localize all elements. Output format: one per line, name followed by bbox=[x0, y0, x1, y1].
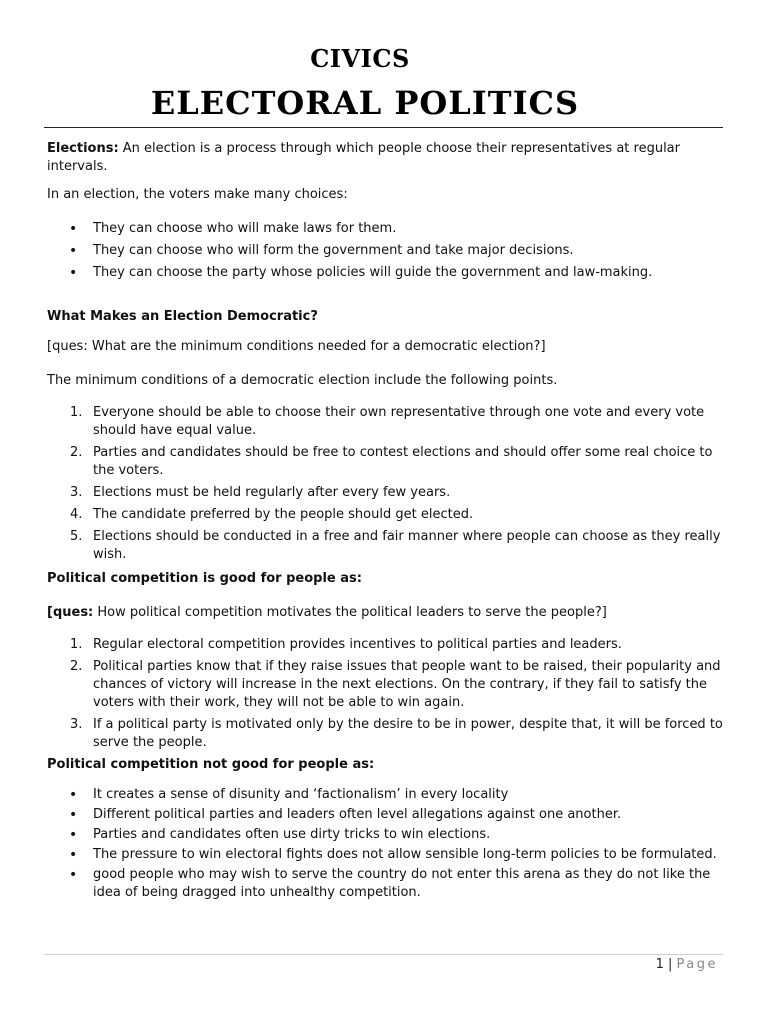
list-item bbox=[47, 658, 727, 712]
footer-divider bbox=[44, 954, 723, 955]
item-number: 1. bbox=[70, 405, 83, 420]
page-footer bbox=[656, 957, 718, 972]
list-item bbox=[47, 404, 727, 440]
choices-list bbox=[47, 220, 727, 282]
item-text: Regular electoral competition provides incentives to political parties and leaders. bbox=[93, 637, 622, 652]
list-item: • The pressure to win electoral fights does not allow sensible long-term policies to be formulated. bbox=[47, 846, 727, 864]
page-number: 1 bbox=[655, 957, 664, 972]
good-reasons-list bbox=[47, 636, 727, 752]
question-label: [ques: bbox=[47, 605, 94, 620]
list-item bbox=[47, 506, 727, 524]
list-item bbox=[47, 484, 727, 502]
bad-heading: Political competition not good for people as: bbox=[47, 757, 375, 772]
elections-text: An election is a process through which people choose their representatives at regular intervals. bbox=[47, 141, 680, 174]
list-item bbox=[47, 636, 727, 654]
item-text: If a political party is motivated only by the desire to be in power, despite that, it will be forced to serve the people. bbox=[93, 717, 723, 750]
elections-definition bbox=[47, 140, 727, 176]
democratic-question: [ques: What are the minimum conditions needed for a democratic election?] bbox=[47, 339, 546, 354]
list-item bbox=[47, 528, 727, 564]
item-number: 2. bbox=[70, 659, 83, 674]
item-number: 5. bbox=[70, 529, 83, 544]
item-text: Everyone should be able to choose their own representative through one vote and every vote should have equal value. bbox=[93, 405, 705, 438]
item-number: 3. bbox=[70, 717, 83, 732]
list-item: • They can choose who will form the government and take major decisions. bbox=[47, 242, 727, 260]
item-number: 3. bbox=[70, 485, 83, 500]
page-label: Page bbox=[676, 957, 718, 972]
democratic-heading: What Makes an Election Democratic? bbox=[47, 309, 318, 324]
democratic-lead: The minimum conditions of a democratic election include the following points. bbox=[47, 373, 558, 388]
elections-label: Elections: bbox=[47, 141, 119, 156]
page-content bbox=[47, 140, 727, 902]
item-text: The candidate preferred by the people should get elected. bbox=[93, 507, 474, 522]
item-number: 2. bbox=[70, 445, 83, 460]
header-divider bbox=[44, 127, 723, 128]
list-item: • good people who may wish to serve the country do not enter this arena as they do not like the idea of being dragged into unhealthy competition. bbox=[47, 866, 727, 902]
item-text: Elections should be conducted in a free and fair manner where people can choose as they really wish. bbox=[93, 529, 721, 562]
bad-reasons-list bbox=[47, 786, 727, 902]
list-item: • It creates a sense of disunity and ‘factionalism’ in every locality bbox=[47, 786, 727, 804]
item-text: Political parties know that if they raise issues that people want to be raised, their popularity and chances of victory will increase in the next elections. On the contrary, if they fail to satisfy the voters with their work, they will not be able to win again. bbox=[93, 659, 721, 710]
item-number: 1. bbox=[70, 637, 83, 652]
item-text: Elections must be held regularly after every few years. bbox=[93, 485, 451, 500]
subject-title: CIVICS bbox=[310, 44, 410, 73]
item-text: Parties and candidates should be free to contest elections and should offer some real choice to the voters. bbox=[93, 445, 713, 478]
item-number: 4. bbox=[70, 507, 83, 522]
footer-separator: | bbox=[663, 957, 677, 972]
list-item: • They can choose who will make laws for them. bbox=[47, 220, 727, 238]
question-text: How political competition motivates the political leaders to serve the people?] bbox=[93, 605, 607, 620]
good-heading: Political competition is good for people as: bbox=[47, 571, 362, 586]
chapter-title: ELECTORAL POLITICS bbox=[150, 84, 580, 122]
list-item bbox=[47, 716, 727, 752]
list-item bbox=[47, 444, 727, 480]
list-item: • Different political parties and leaders often level allegations against one another. bbox=[47, 806, 727, 824]
choices-lead: In an election, the voters make many choices: bbox=[47, 187, 348, 202]
list-item: • Parties and candidates often use dirty tricks to win elections. bbox=[47, 826, 727, 844]
democratic-conditions-list bbox=[47, 404, 727, 564]
good-question bbox=[47, 604, 727, 622]
list-item: • They can choose the party whose policies will guide the government and law-making. bbox=[47, 264, 727, 282]
